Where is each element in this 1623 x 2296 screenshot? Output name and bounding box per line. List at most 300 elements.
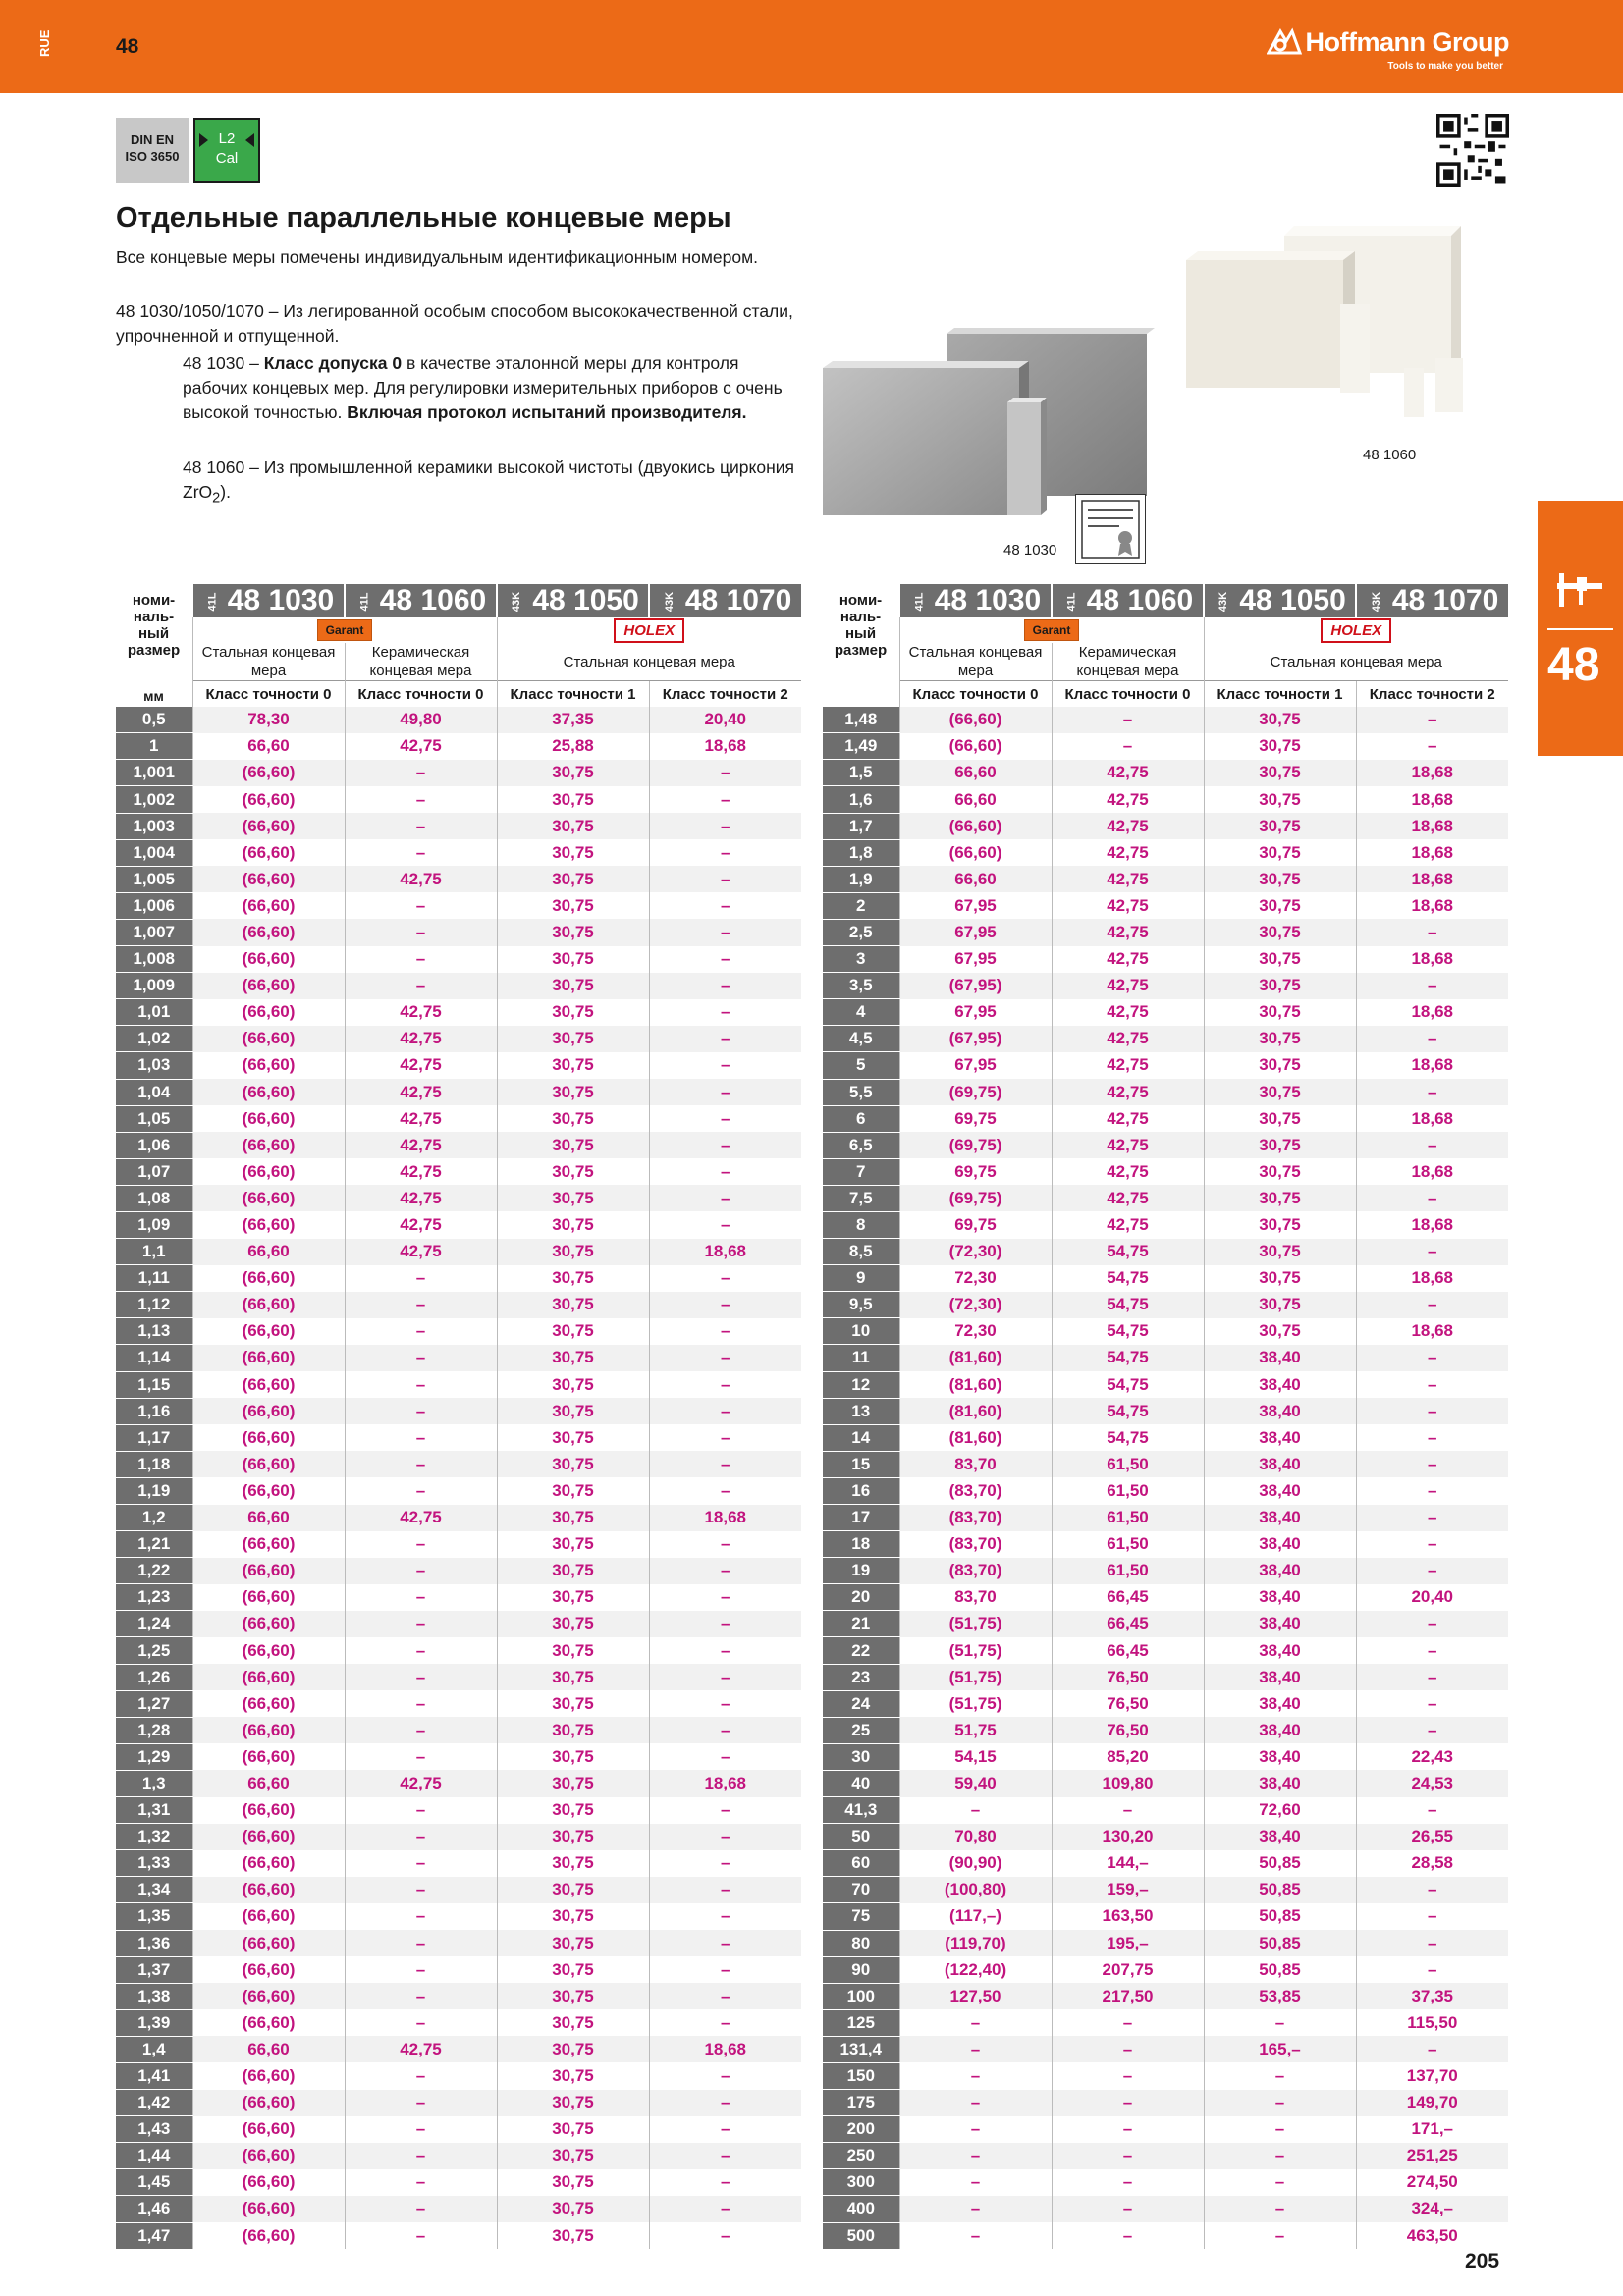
price-cell: – [649, 786, 801, 813]
size-cell: 75 [823, 1903, 899, 1930]
price-cell: 30,75 [1204, 919, 1356, 945]
price-cell: 38,40 [1204, 1345, 1356, 1371]
price-cell: 30,75 [497, 839, 649, 866]
price-cell: (66,60) [192, 1265, 345, 1292]
size-cell: 60 [823, 1850, 899, 1877]
price-cell: 18,68 [1356, 866, 1508, 892]
price-cell: 38,40 [1204, 1505, 1356, 1531]
table-row [823, 1690, 1508, 1717]
table-row [823, 2090, 1508, 2116]
size-cell: 8,5 [823, 1239, 899, 1265]
price-cell: – [1356, 2036, 1508, 2062]
price-cell: 38,40 [1204, 1717, 1356, 1743]
price-cell: 30,75 [1204, 786, 1356, 813]
price-cell: – [345, 1690, 497, 1717]
price-cell: – [1204, 2196, 1356, 2222]
price-cell: 463,50 [1356, 2222, 1508, 2249]
price-cell: 30,75 [497, 1398, 649, 1424]
price-cell: – [1204, 2169, 1356, 2196]
price-cell: (100,80) [899, 1877, 1052, 1903]
price-cell: (66,60) [192, 1292, 345, 1318]
table-row [823, 1824, 1508, 1850]
size-cell: 1,004 [116, 839, 192, 866]
size-cell: 1,002 [116, 786, 192, 813]
language-code: RUE [37, 29, 52, 57]
price-cell: 30,75 [497, 1026, 649, 1052]
size-cell: 5 [823, 1052, 899, 1079]
price-cell: 38,40 [1204, 1371, 1356, 1398]
price-cell: – [649, 1105, 801, 1132]
price-cell: – [1052, 707, 1204, 733]
price-cell: 54,75 [1052, 1265, 1204, 1292]
price-cell: 42,75 [1052, 1079, 1204, 1105]
size-cell: 125 [823, 2009, 899, 2036]
price-cell: (72,30) [899, 1239, 1052, 1265]
price-cell: (66,60) [192, 786, 345, 813]
price-cell: 30,75 [497, 2169, 649, 2196]
table-row [823, 1451, 1508, 1477]
price-cell: 18,68 [1356, 999, 1508, 1026]
price-cell: (66,60) [192, 1558, 345, 1584]
price-cell: (83,70) [899, 1477, 1052, 1504]
size-cell: 3 [823, 946, 899, 973]
table-row [116, 1930, 801, 1956]
price-cell: 54,75 [1052, 1424, 1204, 1451]
price-cell: 69,75 [899, 1158, 1052, 1185]
table-row [116, 813, 801, 839]
price-cell: (66,60) [192, 2090, 345, 2116]
price-cell: (66,60) [192, 1743, 345, 1770]
table-row [823, 1903, 1508, 1930]
table-row [116, 1265, 801, 1292]
price-cell: 76,50 [1052, 1664, 1204, 1690]
table-row [823, 2116, 1508, 2143]
brand-logo [1267, 27, 1509, 58]
price-cell: 30,75 [497, 1584, 649, 1611]
price-cell: 195,– [1052, 1930, 1204, 1956]
price-cell: – [649, 1531, 801, 1558]
price-cell: 30,75 [497, 1371, 649, 1398]
price-cell: (72,30) [899, 1292, 1052, 1318]
price-cell: 42,75 [1052, 813, 1204, 839]
price-cell: – [345, 1531, 497, 1558]
price-cell: 54,75 [1052, 1345, 1204, 1371]
table-row [823, 1637, 1508, 1664]
price-cell: – [345, 2062, 497, 2089]
price-cell: – [1052, 2196, 1204, 2222]
price-cell: 38,40 [1204, 1824, 1356, 1850]
table-row [116, 919, 801, 945]
price-cell: 37,35 [497, 707, 649, 733]
price-cell: – [649, 1211, 801, 1238]
size-cell: 1,31 [116, 1797, 192, 1824]
garant-logo: Garant [317, 619, 373, 641]
cal-badge [193, 118, 260, 183]
price-cell: (90,90) [899, 1850, 1052, 1877]
size-cell: 1,09 [116, 1211, 192, 1238]
size-cell: 40 [823, 1770, 899, 1796]
price-cell: 66,60 [899, 786, 1052, 813]
price-cell: 72,60 [1204, 1797, 1356, 1824]
price-cell: (83,70) [899, 1558, 1052, 1584]
size-cell: 19 [823, 1558, 899, 1584]
table-row [823, 1531, 1508, 1558]
table-row [823, 2222, 1508, 2249]
price-cell: 30,75 [1204, 1292, 1356, 1318]
table-row [823, 839, 1508, 866]
price-cell: 18,68 [1356, 1105, 1508, 1132]
size-cell: 1,21 [116, 1531, 192, 1558]
table-row [823, 1505, 1508, 1531]
price-cell: 18,68 [1356, 946, 1508, 973]
price-cell: 30,75 [497, 1185, 649, 1211]
price-cell: (119,70) [899, 1930, 1052, 1956]
table-row [116, 1983, 801, 2009]
price-cell: – [649, 866, 801, 892]
size-cell: 2 [823, 892, 899, 919]
table-row [116, 1717, 801, 1743]
price-cell: – [649, 973, 801, 999]
price-cell: 30,75 [1204, 1158, 1356, 1185]
price-cell: – [649, 2222, 801, 2249]
size-cell: 400 [823, 2196, 899, 2222]
table-row [823, 1983, 1508, 2009]
price-cell: 30,75 [497, 760, 649, 786]
price-cell: 42,75 [345, 1770, 497, 1796]
price-cell: – [345, 1850, 497, 1877]
size-cell: 50 [823, 1824, 899, 1850]
article-header: 41L 48 1030 [899, 584, 1052, 617]
caliper-icon [1555, 571, 1604, 611]
price-cell: (66,60) [192, 813, 345, 839]
size-cell: 1,16 [116, 1398, 192, 1424]
price-cell: (66,60) [192, 1451, 345, 1477]
price-cell: 30,75 [497, 1877, 649, 1903]
price-cell: 18,68 [1356, 1318, 1508, 1345]
price-cell: – [649, 1956, 801, 1983]
tab-divider [1547, 628, 1613, 630]
price-table-left [116, 584, 801, 2250]
size-cell: 9 [823, 1265, 899, 1292]
size-cell: 1,26 [116, 1664, 192, 1690]
price-cell: – [345, 786, 497, 813]
table-row [116, 1239, 801, 1265]
table-row [823, 1717, 1508, 1743]
size-cell: 1,13 [116, 1318, 192, 1345]
size-cell: 1,22 [116, 1558, 192, 1584]
price-cell: 42,75 [345, 2036, 497, 2062]
price-cell: – [649, 1424, 801, 1451]
size-cell: 1,07 [116, 1158, 192, 1185]
price-cell: – [649, 760, 801, 786]
price-cell: – [899, 2036, 1052, 2062]
price-cell: 30,75 [497, 1611, 649, 1637]
size-cell: 1,32 [116, 1824, 192, 1850]
price-cell: 61,50 [1052, 1531, 1204, 1558]
price-cell: 30,75 [497, 1690, 649, 1717]
table-row [116, 1770, 801, 1796]
size-cell: 1,19 [116, 1477, 192, 1504]
size-cell: 41,3 [823, 1797, 899, 1824]
price-cell: 20,40 [649, 707, 801, 733]
size-cell: 1,008 [116, 946, 192, 973]
price-cell: – [1052, 733, 1204, 760]
desc-steel: Стальная концевая мера [497, 643, 801, 681]
size-cell: 13 [823, 1398, 899, 1424]
price-cell: 53,85 [1204, 1983, 1356, 2009]
price-cell: (69,75) [899, 1079, 1052, 1105]
holex-logo: HOLEX [614, 618, 684, 643]
price-cell: (66,60) [192, 1026, 345, 1052]
description-tail: ). [220, 482, 231, 502]
size-cell: 500 [823, 2222, 899, 2249]
size-cell: 1,003 [116, 813, 192, 839]
price-cell: – [1052, 2009, 1204, 2036]
size-cell: 1,8 [823, 839, 899, 866]
table-row [823, 1211, 1508, 1238]
price-cell: – [345, 2090, 497, 2116]
class-header: Класс точности 2 [1356, 681, 1508, 708]
price-cell: 30,75 [1204, 1318, 1356, 1345]
price-cell: (66,60) [192, 1717, 345, 1743]
size-cell: 150 [823, 2062, 899, 2089]
qr-code-icon[interactable] [1436, 114, 1509, 187]
size-cell: 0,5 [116, 707, 192, 733]
table-row [116, 999, 801, 1026]
price-cell: 42,75 [345, 1239, 497, 1265]
price-cell: 30,75 [1204, 1105, 1356, 1132]
price-cell: – [345, 1743, 497, 1770]
price-cell: – [649, 1743, 801, 1770]
table-row [823, 1265, 1508, 1292]
price-cell: – [345, 919, 497, 945]
size-cell: 17 [823, 1505, 899, 1531]
price-cell: 30,75 [497, 1345, 649, 1371]
price-cell: – [345, 2009, 497, 2036]
price-cell: – [649, 1637, 801, 1664]
table-row [116, 1132, 801, 1158]
page-number: 205 [1465, 2250, 1500, 2272]
price-cell: (51,75) [899, 1637, 1052, 1664]
table-row [823, 1877, 1508, 1903]
table-row [116, 1850, 801, 1877]
price-cell: 30,75 [497, 1052, 649, 1079]
size-cell: 1,18 [116, 1451, 192, 1477]
price-cell: (66,60) [192, 2222, 345, 2249]
price-cell: (66,60) [899, 813, 1052, 839]
price-cell: – [345, 946, 497, 973]
chapter-tab[interactable] [1538, 501, 1623, 756]
table-row [823, 1558, 1508, 1584]
price-cell: – [649, 1664, 801, 1690]
size-cell: 131,4 [823, 2036, 899, 2062]
price-cell: 30,75 [497, 1956, 649, 1983]
article-header: 43K 48 1070 [1356, 584, 1508, 617]
size-cell: 175 [823, 2090, 899, 2116]
price-cell: – [1356, 1239, 1508, 1265]
table-row [823, 892, 1508, 919]
price-cell: – [345, 1318, 497, 1345]
price-cell: 30,75 [497, 866, 649, 892]
size-cell: 300 [823, 2169, 899, 2196]
price-cell: 30,75 [1204, 1079, 1356, 1105]
price-cell: – [1356, 1611, 1508, 1637]
size-cell: 1,27 [116, 1690, 192, 1717]
table-row [823, 1797, 1508, 1824]
description-3 [183, 455, 801, 511]
price-cell: 38,40 [1204, 1690, 1356, 1717]
desc-ceramic: Керамическая концевая мера [1052, 643, 1204, 681]
price-cell: (66,60) [192, 1211, 345, 1238]
table-row [116, 1211, 801, 1238]
price-cell: 30,75 [497, 813, 649, 839]
table-row [116, 1877, 801, 1903]
size-cell: 1,2 [116, 1505, 192, 1531]
price-cell: – [1052, 2062, 1204, 2089]
price-cell: – [649, 1398, 801, 1424]
price-cell: 42,75 [1052, 1105, 1204, 1132]
size-cell: 1,45 [116, 2169, 192, 2196]
price-cell: – [649, 1185, 801, 1211]
article-header: 41L 48 1030 [192, 584, 345, 617]
size-cell: 11 [823, 1345, 899, 1371]
price-cell: 30,75 [497, 1930, 649, 1956]
price-cell: – [1052, 2036, 1204, 2062]
table-row [116, 1956, 801, 1983]
table-row [116, 1558, 801, 1584]
price-cell: – [1356, 707, 1508, 733]
price-cell: (66,60) [192, 1079, 345, 1105]
price-cell: (66,60) [192, 1850, 345, 1877]
page-title: Отдельные параллельные концевые меры [116, 202, 731, 234]
price-cell: (66,60) [192, 2116, 345, 2143]
table-row [823, 1398, 1508, 1424]
table-row [823, 2036, 1508, 2062]
price-cell: – [1356, 973, 1508, 999]
price-cell: – [345, 1797, 497, 1824]
price-cell: (122,40) [899, 1956, 1052, 1983]
table-row [823, 1664, 1508, 1690]
table-row [823, 1956, 1508, 1983]
price-cell: (66,60) [192, 919, 345, 945]
table-row [116, 1743, 801, 1770]
table-row [116, 2009, 801, 2036]
price-cell: – [649, 1690, 801, 1717]
price-cell: (67,95) [899, 1026, 1052, 1052]
brand-cell [1204, 617, 1508, 643]
ceramic-gauge-blocks-image [1178, 216, 1473, 437]
size-cell: 1,14 [116, 1345, 192, 1371]
garant-logo: Garant [1024, 619, 1080, 641]
holex-logo: HOLEX [1321, 618, 1391, 643]
table-row [823, 1052, 1508, 1079]
price-cell: – [345, 1265, 497, 1292]
size-cell: 30 [823, 1743, 899, 1770]
price-cell: – [345, 1371, 497, 1398]
table-row [823, 1318, 1508, 1345]
price-cell: 83,70 [899, 1451, 1052, 1477]
description-label: 48 1030/1050/1070 – [116, 301, 279, 321]
price-cell: – [899, 2222, 1052, 2249]
table-row [116, 786, 801, 813]
table-row [823, 1424, 1508, 1451]
table-row [823, 999, 1508, 1026]
price-cell: (66,60) [899, 707, 1052, 733]
price-cell: 42,75 [1052, 1026, 1204, 1052]
price-cell: (66,60) [192, 1797, 345, 1824]
price-cell: 42,75 [345, 1185, 497, 1211]
price-cell: – [1356, 1531, 1508, 1558]
table-row [116, 760, 801, 786]
price-cell: (66,60) [192, 839, 345, 866]
price-cell: 251,25 [1356, 2143, 1508, 2169]
price-cell: (66,60) [192, 1398, 345, 1424]
size-cell: 6 [823, 1105, 899, 1132]
size-cell: 1 [116, 733, 192, 760]
price-cell: (66,60) [192, 866, 345, 892]
price-cell: 30,75 [1204, 1132, 1356, 1158]
price-cell: 67,95 [899, 1052, 1052, 1079]
price-cell: (66,60) [192, 2009, 345, 2036]
price-cell: 137,70 [1356, 2062, 1508, 2089]
class-header: Класс точности 0 [345, 681, 497, 708]
price-cell: – [345, 1717, 497, 1743]
price-cell: (66,60) [192, 1930, 345, 1956]
size-cell: 250 [823, 2143, 899, 2169]
price-cell: – [649, 999, 801, 1026]
price-cell: 30,75 [497, 973, 649, 999]
price-cell: 18,68 [1356, 1265, 1508, 1292]
price-cell: – [649, 1371, 801, 1398]
price-cell: 30,75 [497, 999, 649, 1026]
table-row [823, 1930, 1508, 1956]
price-cell: 67,95 [899, 999, 1052, 1026]
price-cell: (67,95) [899, 973, 1052, 999]
class-header: Класс точности 0 [192, 681, 345, 708]
price-cell: – [649, 2143, 801, 2169]
price-cell: – [345, 2116, 497, 2143]
price-cell: 50,85 [1204, 1850, 1356, 1877]
price-cell: – [1356, 1903, 1508, 1930]
price-cell: (66,60) [192, 1611, 345, 1637]
price-cell: – [345, 2143, 497, 2169]
table-row [823, 946, 1508, 973]
price-cell: – [649, 1451, 801, 1477]
price-cell: (69,75) [899, 1185, 1052, 1211]
class-header: Класс точности 0 [1052, 681, 1204, 708]
price-cell: 30,75 [497, 1797, 649, 1824]
description-text: в качестве эталонной меры для контроля рабочих концевых мер. Для регулировки измерительных приборов с очень высокой точностью. [183, 353, 783, 422]
table-row [116, 1477, 801, 1504]
table-row [116, 1398, 801, 1424]
price-cell: 42,75 [1052, 786, 1204, 813]
price-cell: 30,75 [1204, 1026, 1356, 1052]
price-cell: – [1356, 1477, 1508, 1504]
price-cell: (69,75) [899, 1132, 1052, 1158]
size-cell: 25 [823, 1717, 899, 1743]
price-cell: 38,40 [1204, 1451, 1356, 1477]
din-badge-line1: DIN EN [130, 133, 175, 147]
price-cell: – [1356, 1930, 1508, 1956]
price-cell: – [899, 2009, 1052, 2036]
table-row [116, 2062, 801, 2089]
price-cell: – [649, 919, 801, 945]
price-cell: – [1356, 1451, 1508, 1477]
price-cell: 30,75 [497, 892, 649, 919]
price-cell: 127,50 [899, 1983, 1052, 2009]
price-cell: – [649, 1903, 801, 1930]
price-cell: 38,40 [1204, 1398, 1356, 1424]
